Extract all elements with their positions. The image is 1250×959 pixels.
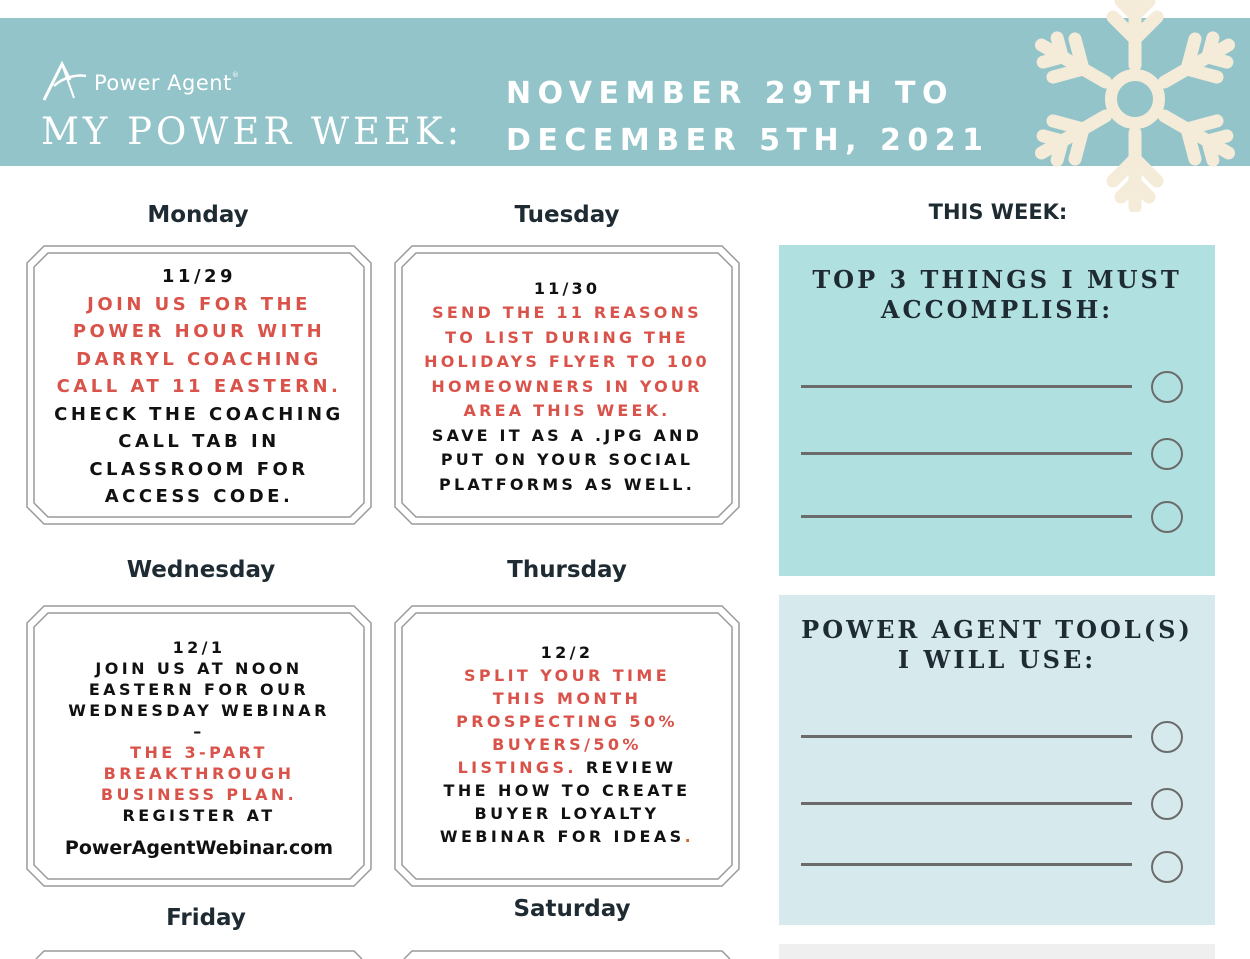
- tool-line-2[interactable]: [801, 802, 1132, 805]
- card-date: 12/1: [172, 638, 226, 657]
- card-date: 11/29: [161, 266, 237, 288]
- day-label-saturday: Saturday: [513, 896, 631, 922]
- card-end-mark: .: [684, 827, 695, 846]
- panel-title-line1: POWER AGENT TOOL(S): [801, 615, 1193, 644]
- card-body-text: REVIEW THE HOW TO CREATE BUYER LOYALTY WEBINAR FOR IDEAS: [439, 758, 691, 846]
- day-card-tuesday: [394, 245, 740, 525]
- third-panel: [779, 944, 1215, 959]
- day-label-monday: Monday: [147, 202, 249, 228]
- card-highlight-text: THE 3-PART BREAKTHROUGH BUSINESS PLAN.: [100, 743, 298, 804]
- panel-title: [779, 265, 1215, 325]
- goal-checkbox-2[interactable]: [1151, 438, 1183, 470]
- date-range-line1: NOVEMBER 29TH TO: [506, 76, 955, 111]
- tool-checkbox-2[interactable]: [1151, 788, 1183, 820]
- goal-line-1[interactable]: [801, 385, 1132, 388]
- goal-line-3[interactable]: [801, 515, 1132, 518]
- panel-title-line2: ACCOMPLISH:: [880, 295, 1114, 324]
- goal-line-2[interactable]: [801, 452, 1132, 455]
- date-range-line2: DECEMBER 5TH, 2021: [506, 123, 990, 158]
- power-agent-logo-icon: [40, 58, 90, 104]
- day-card-thursday: [394, 605, 740, 887]
- card-date: 11/30: [533, 278, 601, 298]
- card-date: 12/2: [540, 643, 594, 662]
- panel-title: [779, 615, 1215, 675]
- panel-title-line1: TOP 3 THINGS I MUST: [812, 265, 1182, 294]
- card-highlight-text: SPLIT YOUR TIME THIS MONTH PROSPECTING 50% BUYERS/50% LISTINGS.: [456, 666, 678, 777]
- card-highlight-text: SEND THE 11 REASONS TO LIST DURING THE HOLIDAYS FLYER TO 100 HOMEOWNERS IN YOUR AREA THIS WEEK.: [424, 303, 710, 421]
- day-label-tuesday: Tuesday: [514, 202, 620, 228]
- logo-text: Power Agent®: [94, 71, 240, 95]
- webinar-link[interactable]: PowerAgentWebinar.com: [64, 837, 334, 859]
- snowflake-icon: [1018, 0, 1250, 212]
- goal-checkbox-1[interactable]: [1151, 371, 1183, 403]
- day-label-thursday: Thursday: [507, 557, 627, 583]
- this-week-heading: THIS WEEK:: [928, 200, 1068, 224]
- goal-checkbox-3[interactable]: [1151, 501, 1183, 533]
- tool-line-1[interactable]: [801, 735, 1132, 738]
- card-body-text-2: REGISTER AT: [122, 806, 276, 825]
- tool-checkbox-3[interactable]: [1151, 851, 1183, 883]
- tool-line-3[interactable]: [801, 863, 1132, 866]
- card-highlight-text: JOIN US FOR THE POWER HOUR WITH DARRYL COACHING CALL AT 11 EASTERN.: [56, 293, 342, 398]
- panel-title-line2: I WILL USE:: [897, 645, 1097, 674]
- card-body-text: CHECK THE COACHING CALL TAB IN CLASSROOM FOR ACCESS CODE.: [54, 403, 344, 508]
- day-card-friday: [26, 950, 372, 959]
- card-body-text: JOIN US AT NOON EASTERN FOR OUR WEDNESDAY WEBINAR –: [68, 659, 330, 741]
- card-body-text: SAVE IT AS A .JPG AND PUT ON YOUR SOCIAL PLATFORMS AS WELL.: [431, 425, 703, 494]
- page-title: MY POWER WEEK:: [41, 110, 464, 153]
- date-range: [506, 70, 989, 164]
- day-label-friday: Friday: [166, 905, 246, 931]
- day-card-monday: [26, 245, 372, 525]
- day-card-wednesday: [26, 605, 372, 887]
- tools-panel: [779, 595, 1215, 925]
- day-card-saturday: [394, 950, 740, 959]
- day-label-wednesday: Wednesday: [126, 557, 276, 583]
- tool-checkbox-1[interactable]: [1151, 721, 1183, 753]
- top-3-panel: [779, 245, 1215, 576]
- logo: [40, 58, 239, 104]
